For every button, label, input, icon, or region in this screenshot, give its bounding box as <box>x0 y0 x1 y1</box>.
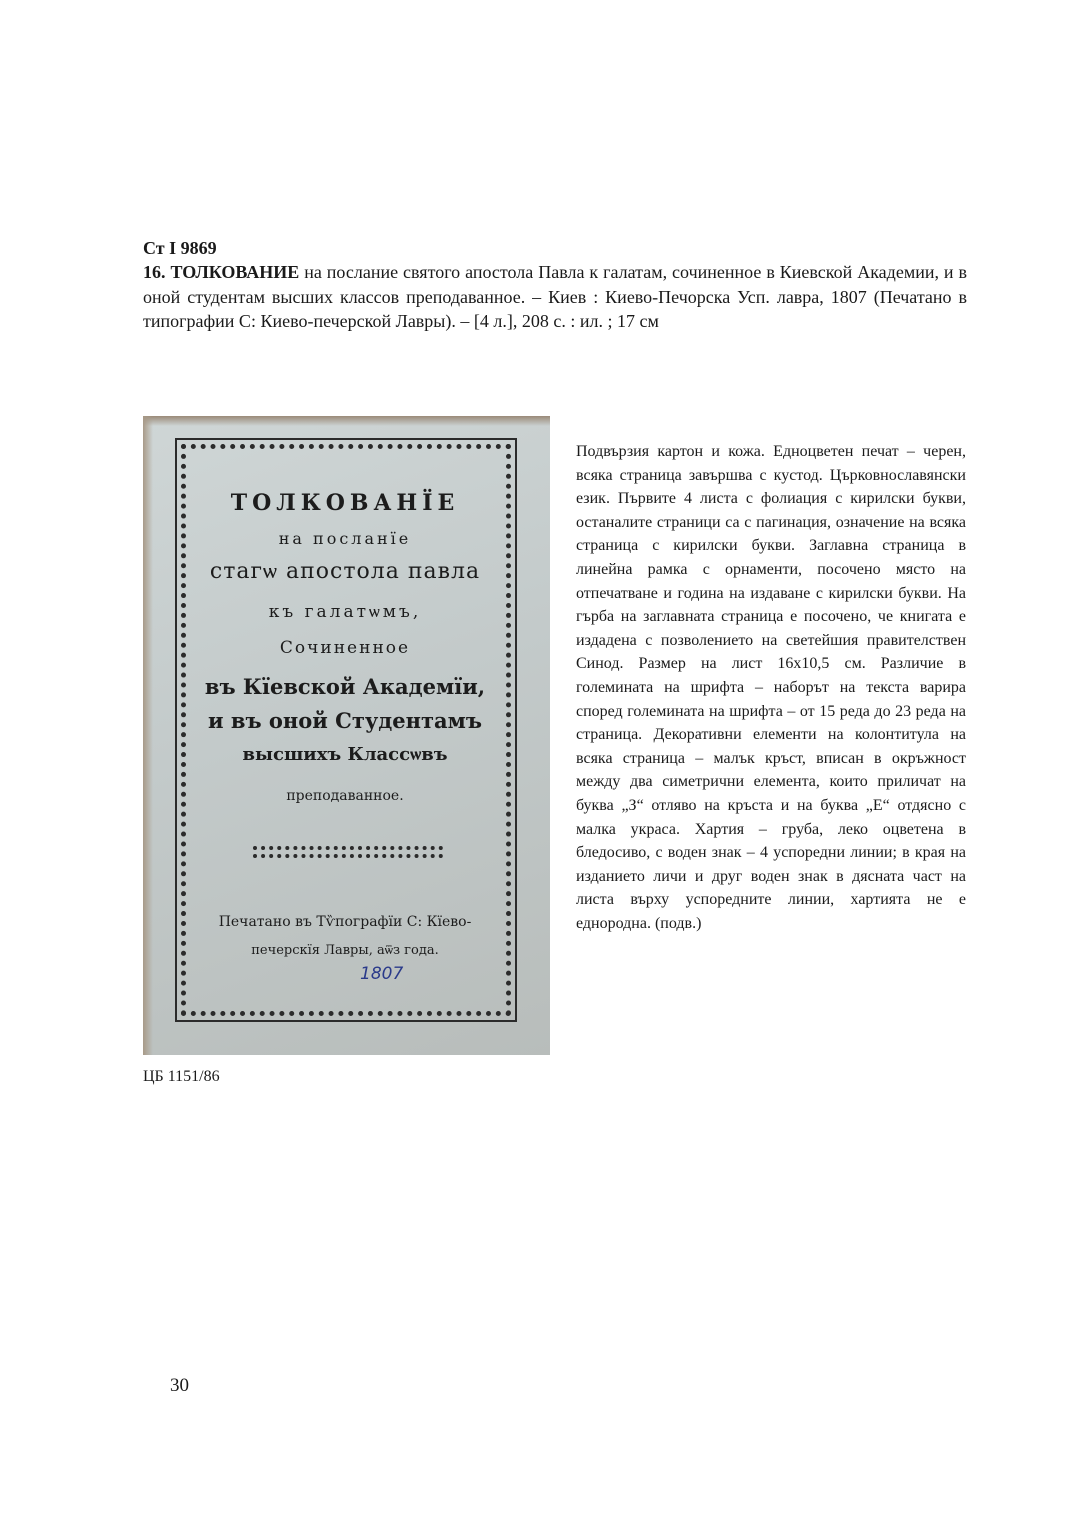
title-page-line: Сочиненное <box>279 638 411 658</box>
title-page-line: преподаванное. <box>286 788 404 804</box>
catalog-entry <box>143 260 967 334</box>
title-page-line: и въ оной Студентамъ <box>207 708 483 733</box>
page-number: 30 <box>170 1375 189 1396</box>
title-page-line: высшихъ Классѡвъ <box>242 744 448 765</box>
title-page-line: на посланїе <box>278 529 412 548</box>
entry-description: на послание святого апостола Павла к галатам, сочиненное в Киевской Академии, и в оной студентам высших классов преподаванное. – Киев : Киево-Печорска Усп. лавра, 1807 (Печатано в типографии С: Киево-печерской Лавры). – [4 л.], 208 с. : ил. ; 17 см <box>143 262 968 331</box>
title-page-photo <box>143 416 550 1055</box>
imprint-line: Печатано въ Тѷпографїи С: Кїево- <box>218 914 472 930</box>
title-page-line: къ галатѡмъ, <box>268 602 422 622</box>
title-page-line: ТОЛКОВАНЇЕ <box>230 490 460 516</box>
book-edge-left <box>143 416 153 1055</box>
book-edge-top <box>143 416 550 426</box>
title-page-line: въ Кїевской Академїи, <box>204 674 486 699</box>
entry-number: 16. <box>143 262 166 282</box>
entry-title-keyword: ТОЛКОВАНИЕ <box>170 262 300 282</box>
handwritten-year: 1807 <box>360 964 404 984</box>
image-caption: ЦБ 1151/86 <box>143 1068 220 1085</box>
shelfmark: Ст I 9869 <box>143 238 217 258</box>
imprint-line: печерскїя Лавры, аѿз года. <box>251 943 439 958</box>
title-page-line: стагѡ апостола павла <box>209 559 481 584</box>
ornament-divider <box>253 846 443 858</box>
physical-description: Подвързия картон и кожа. Едноцветен печат – черен, всяка страница завършва с кустод. Църковнославянски език. Първите 4 листа с фолиация с кирилски букви, останалите страници са с пагинация, означение на всяка страница с кирилски букви. Заглавна страница в линейна рамка с орнаменти, посочено място на отпечатване и година на издаване с кирилски букви. На гърба на заглавната страница е посочено, че книгата е издадена с позволението на светейшия правителствен Синод. Размер на лист 16х10,5 см. Различие в големината на шрифта – наборът на текста варира според големината на шрифта – от 15 реда до 23 реда на страница. Декоративни елементи на колонтитула на всяка страница – малък кръст, вписан в окръжност между два симетрични елемента, които приличат на буква „З“ отляво на кръста и на буква „Е“ отдясно с малка украса. Хартия – груба, леко оцветена в бледосиво, с воден знак – 4 успоредни линии; в края на изданието личи и друг воден знак в дясната част на листа върху успоредните линии, хартията не е еднородна. (подв.) <box>576 443 966 932</box>
